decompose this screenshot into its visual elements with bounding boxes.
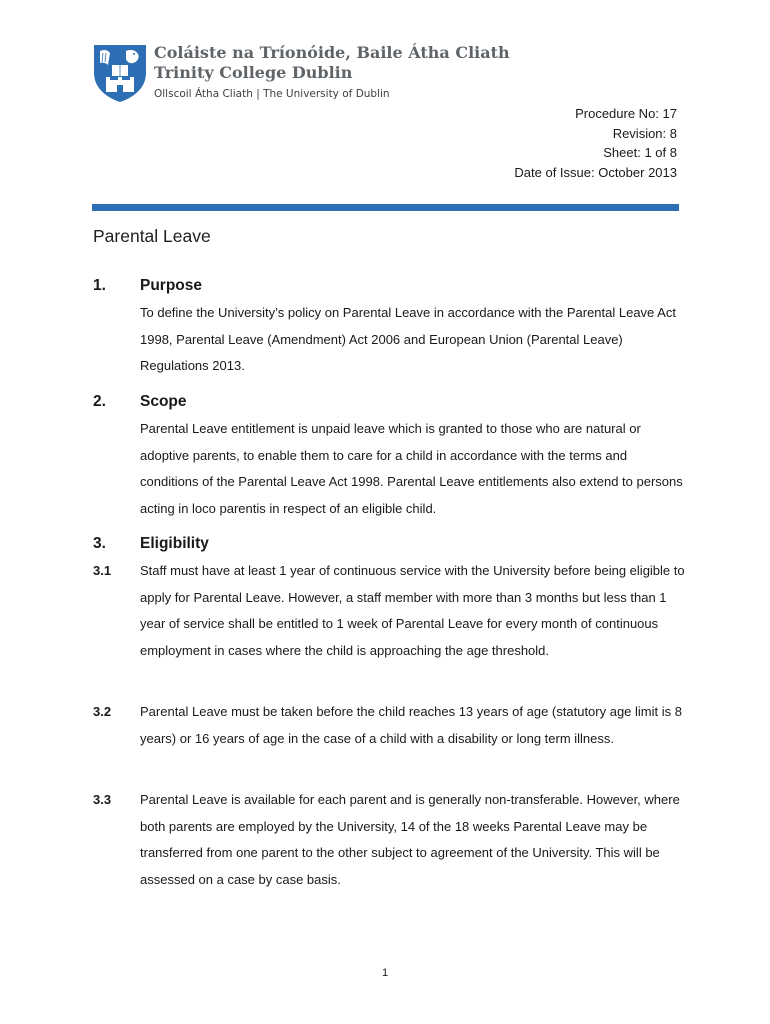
subsection-number: 3.1 (93, 563, 112, 578)
subsection-number: 3.2 (93, 704, 112, 719)
subsection-text: Parental Leave must be taken before the child reaches 13 years of age (statutory age limit is 8 years) or 16 years of age in the case of a child with a disability or long term illness. (140, 704, 682, 746)
date-of-issue: Date of Issue: October 2013 (514, 164, 677, 180)
section-number: 1. (93, 277, 106, 294)
institution-name-block (154, 43, 510, 103)
section-number: 3. (93, 535, 106, 552)
subsection-text: Parental Leave is available for each parent and is generally non-transferable. However, where both parents are employed by the University, 14 of the 18 weeks Parental Leave may be transferred from one parent to the other subject to agreement of the University. This will be assessed on a case by case basis. (140, 792, 680, 887)
trinity-crest-icon (92, 43, 148, 103)
institution-logo (92, 43, 510, 103)
institution-name-english: Trinity College Dublin (154, 63, 353, 82)
section-title: Purpose (140, 277, 203, 294)
page-number: 1 (381, 967, 389, 979)
sheet-number: Sheet: 1 of 8 (603, 145, 677, 160)
subsection-number: 3.3 (93, 792, 112, 807)
section-text-purpose: To define the University’s policy on Parental Leave in accordance with the Parental Leave Act 1998, Parental Leave (Amendment) Act 2006 and European Union (Parental Leave) Regulations 2013. (140, 305, 676, 373)
section-number: 2. (93, 393, 106, 410)
procedure-number: Procedure No: 17 (575, 106, 677, 121)
section-title: Scope (140, 393, 187, 410)
institution-subtitle: Ollscoil Átha Cliath | The University of Dublin (154, 88, 390, 100)
revision-number: Revision: 8 (612, 125, 677, 141)
document-title: Parental Leave (93, 226, 211, 246)
institution-name-irish: Coláiste na Tríonóide, Baile Átha Cliath (154, 43, 510, 62)
section-text-scope: Parental Leave entitlement is unpaid leave which is granted to those who are natural or adoptive parents, to enable them to care for a child in accordance with the terms and conditions of the Parental Leave Act 1998. Parental Leave entitlements also extend to persons acting in loco parentis in respect of an eligible child. (140, 421, 683, 516)
subsection-text: Staff must have at least 1 year of continuous service with the University before being eligible to apply for Parental Leave. However, a staff member with more than 3 months but less than 1 year of service shall be entitled to 1 week of Parental Leave for every month of continuous employment in cases where the child is approaching the age threshold. (140, 563, 685, 658)
section-title: Eligibility (140, 535, 209, 552)
procedure-meta (514, 104, 677, 182)
header-divider (92, 204, 679, 211)
